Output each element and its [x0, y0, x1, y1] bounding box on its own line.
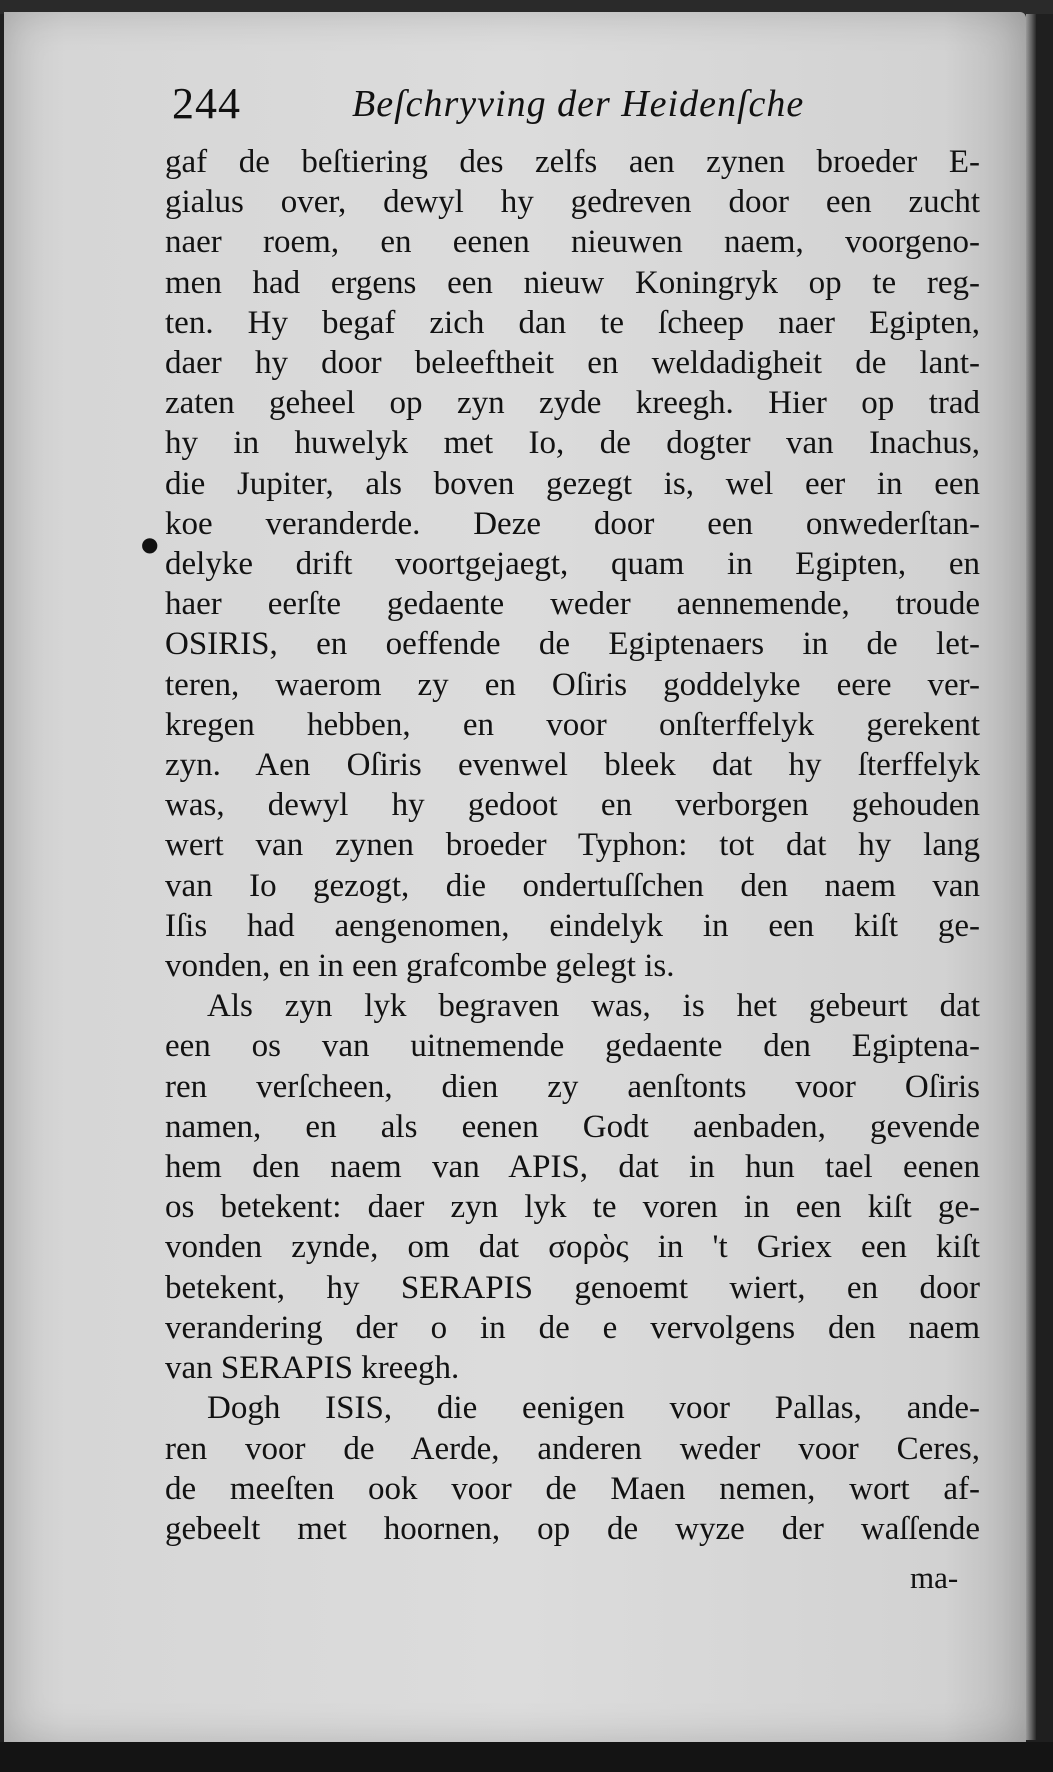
text-line: haer eerſte gedaente weder aennemende, troude — [165, 586, 980, 623]
margin-mark-icon: ● — [141, 532, 159, 556]
text-line: verandering der o in de e vervolgens den naem — [165, 1309, 980, 1346]
catchword: ma- — [910, 1560, 959, 1595]
text-line: teren, waerom zy en Oſiris goddelyke eere ver- — [165, 666, 980, 703]
text-line: die Jupiter, als boven gezegt is, wel eer in een — [165, 465, 980, 502]
text-line: OSIRIS, en oeffende de Egiptenaers in de let- — [165, 626, 980, 663]
text-line: os betekent: daer zyn lyk te voren in een kiſt ge- — [165, 1189, 980, 1226]
text-line: daer hy door beleeftheit en weldadigheit de lant- — [165, 345, 980, 382]
text-line: ren voor de Aerde, anderen weder voor Ceres, — [165, 1430, 980, 1467]
page-edge — [1026, 14, 1036, 1740]
text-line: vonden, en in een grafcombe gelegt is. — [165, 948, 675, 985]
scan-bottom-edge — [0, 1742, 1053, 1772]
text-line: ten. Hy begaf zich dan te ſcheep naer Egipten, — [165, 304, 980, 341]
page-number: 244 — [172, 79, 241, 128]
text-line: de meeſten ook voor de Maen nemen, wort af- — [165, 1470, 980, 1507]
text-line: zyn. Aen Oſiris evenwel bleek dat hy ſterffelyk — [165, 747, 980, 784]
running-title: Beſchryving der Heidenſche — [352, 83, 805, 125]
text-line: betekent, hy SERAPIS genoemt wiert, en door — [165, 1269, 980, 1306]
text-line: was, dewyl hy gedoot en verborgen gehouden — [165, 787, 980, 824]
text-line: delyke drift voortgejaegt, quam in Egipten, en — [165, 546, 980, 583]
text-line: hy in huwelyk met Io, de dogter van Inachus, — [165, 425, 980, 462]
text-line: wert van zynen broeder Typhon: tot dat hy lang — [165, 827, 980, 864]
text-line: gaf de beſtiering des zelfs aen zynen broeder E- — [165, 144, 980, 180]
text-line: een os van uitnemende gedaente den Egiptena- — [165, 1028, 980, 1065]
text-line: koe veranderde. Deze door een onwederſtan- — [165, 505, 980, 542]
text-line: vonden zynde, om dat σορὸς in 't Griex een kiſt — [165, 1229, 980, 1266]
page-header — [172, 78, 992, 138]
text-line: Als zyn lyk begraven was, is het gebeurt dat — [207, 988, 980, 1025]
text-line: gebeelt met hoornen, op de wyze der waſſende — [165, 1510, 980, 1547]
body-text — [165, 142, 980, 1549]
text-line: Iſis had aengenomen, eindelyk in een kiſt ge- — [165, 907, 980, 944]
text-line: van SERAPIS kreegh. — [165, 1350, 460, 1387]
text-line: Dogh ISIS, die eenigen voor Pallas, ande- — [207, 1390, 980, 1427]
text-line: namen, en als eenen Godt aenbaden, gevende — [165, 1108, 980, 1145]
text-line: kregen hebben, en voor onſterffelyk gerekent — [165, 706, 980, 743]
text-line: naer roem, en eenen nieuwen naem, voorgeno- — [165, 224, 980, 261]
text-line: men had ergens een nieuw Koningryk op te reg- — [165, 264, 980, 301]
text-line: van Io gezogt, die ondertuſſchen den naem van — [165, 867, 980, 904]
text-line: hem den naem van APIS, dat in hun tael eenen — [165, 1149, 980, 1186]
text-line: zaten geheel op zyn zyde kreegh. Hier op trad — [165, 385, 980, 422]
text-line: gialus over, dewyl hy gedreven door een zucht — [165, 184, 980, 221]
text-line: ren verſcheen, dien zy aenſtonts voor Oſiris — [165, 1068, 980, 1105]
